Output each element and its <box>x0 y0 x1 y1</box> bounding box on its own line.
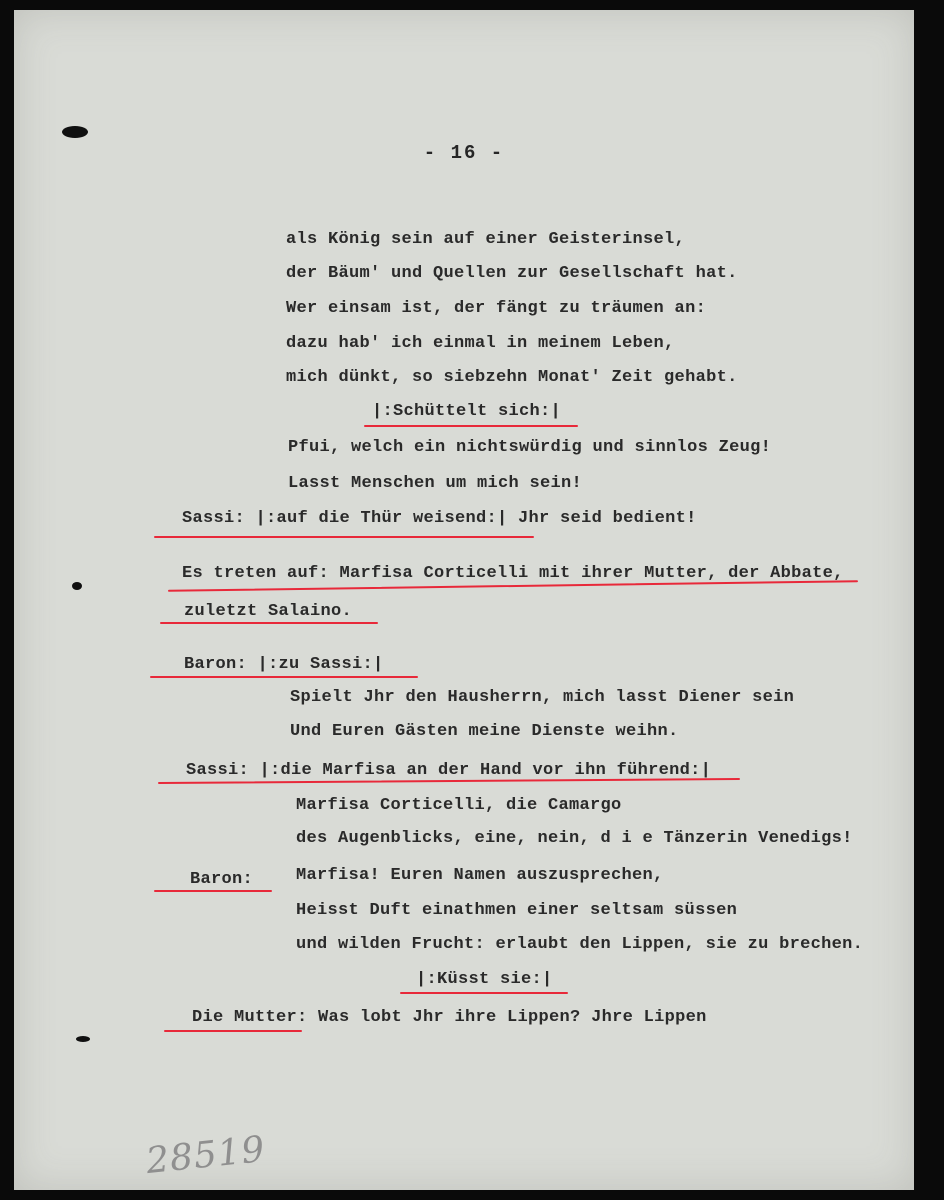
stage-direction: zuletzt Salaino. <box>184 602 353 621</box>
text-line: als König sein auf einer Geisterinsel, <box>286 230 686 249</box>
punch-hole-mark <box>72 582 82 590</box>
text-line: Heisst Duft einathmen einer seltsam süssen <box>296 901 738 920</box>
text-line: Wer einsam ist, der fängt zu träumen an: <box>286 299 707 318</box>
text-line: Und Euren Gästen meine Dienste weihn. <box>290 722 679 741</box>
text-line: dazu hab' ich einmal in meinem Leben, <box>286 334 675 353</box>
stage-direction: |:Schüttelt sich:| <box>372 402 562 421</box>
text-line: mich dünkt, so siebzehn Monat' Zeit gehabt. <box>286 368 738 387</box>
red-underline <box>154 536 534 538</box>
red-underline <box>160 622 378 624</box>
speaker-line: Die Mutter: Was lobt Jhr ihre Lippen? Jhre Lippen <box>192 1008 707 1027</box>
text-line: Pfui, welch ein nichtswürdig und sinnlos Zeug! <box>288 438 772 457</box>
stage-direction: |:Küsst sie:| <box>416 970 553 989</box>
text-line: und wilden Frucht: erlaubt den Lippen, sie zu brechen. <box>296 935 864 954</box>
speaker-name: Baron: <box>190 870 254 889</box>
pencil-annotation: 28519 <box>144 1128 268 1183</box>
text-line: Spielt Jhr den Hausherrn, mich lasst Diener sein <box>290 688 795 707</box>
text-line: Lasst Menschen um mich sein! <box>288 474 583 493</box>
page-number: - 16 - <box>423 142 505 164</box>
speaker-line: Baron: |:zu Sassi:| <box>184 655 384 674</box>
typewritten-page <box>14 10 914 1190</box>
speaker-line: Sassi: |:die Marfisa an der Hand vor ihn führend:| <box>186 761 712 780</box>
text-line: Marfisa Corticelli, die Camargo <box>296 796 622 815</box>
speaker-line: Sassi: |:auf die Thür weisend:| Jhr seid bedient! <box>182 509 697 528</box>
punch-hole-mark <box>62 126 88 138</box>
red-underline <box>400 992 568 994</box>
text-line: der Bäum' und Quellen zur Gesellschaft hat. <box>286 264 738 283</box>
red-underline <box>164 1030 302 1032</box>
punch-hole-mark <box>76 1036 90 1042</box>
red-underline <box>364 425 578 427</box>
red-underline <box>150 676 418 678</box>
stage-direction: Es treten auf: Marfisa Corticelli mit ihrer Mutter, der Abbate, <box>182 564 844 583</box>
text-line: Marfisa! Euren Namen auszusprechen, <box>296 866 664 885</box>
red-underline <box>154 890 272 892</box>
text-line: des Augenblicks, eine, nein, d i e Tänzerin Venedigs! <box>296 829 853 848</box>
